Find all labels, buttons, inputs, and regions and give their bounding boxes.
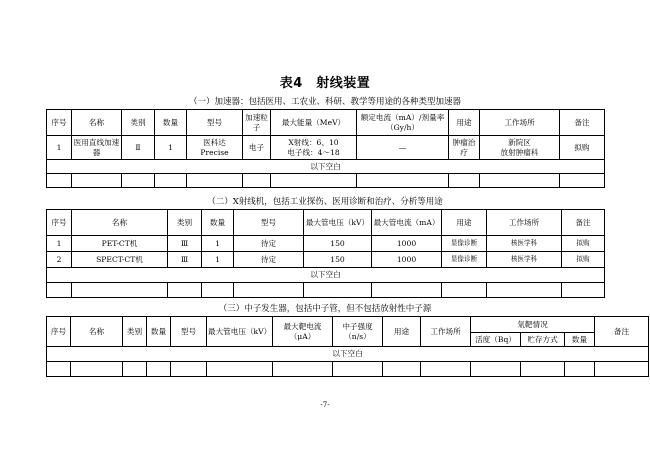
cell-category: Ⅱ: [122, 136, 155, 160]
header-cell: 工作场所: [480, 110, 560, 136]
cell-current: 1000: [372, 252, 442, 268]
cell-use: 肿瘤治疗: [449, 136, 480, 160]
header-cell: 类别: [123, 317, 147, 347]
accelerator-table: [46, 109, 605, 188]
cell-model: 待定: [234, 236, 304, 252]
header-cell: 工作场所: [421, 317, 471, 347]
cell-no: 1: [47, 136, 72, 160]
header-cell: 类别: [122, 110, 155, 136]
cell-category: Ⅲ: [168, 252, 202, 268]
header-cell: 中子强度（n/s）: [333, 317, 383, 347]
cell-site: 核医学科: [487, 236, 562, 252]
header-cell-tritium: 氚靶情况: [471, 317, 595, 333]
energy-xray: X射线：6、10: [288, 138, 339, 148]
blank-note: 以下空白: [47, 268, 605, 283]
cell-remark: 拟购: [560, 136, 605, 160]
cell-name: 医用直线加速器: [72, 136, 122, 160]
header-cell: 型号: [187, 110, 243, 136]
header-cell: 最大管电压（kV）: [304, 210, 372, 236]
blank-note-row: [47, 268, 605, 283]
cell-voltage: 150: [304, 252, 372, 268]
header-cell: 额定电流（mA）/剂量率（Gy/h）: [357, 110, 449, 136]
energy-electron: 电子线：4～18: [287, 147, 340, 157]
header-cell: 用途: [442, 210, 487, 236]
cell-current: 1000: [372, 236, 442, 252]
header-cell: 名称: [72, 110, 122, 136]
header-cell: 数量: [202, 210, 234, 236]
empty-row: [47, 362, 649, 377]
cell-remark: 拟购: [562, 252, 605, 268]
header-cell: 类别: [168, 210, 202, 236]
section-xray-heading: （二）X射线机，包括工业探伤、医用诊断和治疗、分析等用途: [207, 197, 443, 207]
empty-row: [47, 174, 605, 188]
section-accelerator-heading: （一）加速器：包括医用、工农业、科研、教学等用途的各种类型加速器: [188, 97, 461, 107]
table-header-row: [47, 317, 649, 333]
site-department: 放射肿瘤科: [500, 147, 539, 157]
table-row: [47, 136, 605, 160]
header-cell: 备注: [595, 317, 649, 347]
subheader-cell: 贮存方式: [521, 333, 565, 347]
cell-name: SPECT-CT机: [72, 252, 168, 268]
cell-no: 1: [47, 236, 72, 252]
cell-quantity: 1: [202, 252, 234, 268]
cell-category: Ⅲ: [168, 236, 202, 252]
header-cell: 名称: [72, 210, 168, 236]
blank-note-row: [47, 347, 649, 362]
header-cell: 加速粒子: [243, 110, 271, 136]
cell-model: 待定: [234, 252, 304, 268]
header-cell: 型号: [171, 317, 207, 347]
model-brand: 医科达: [203, 138, 226, 148]
table-header-row: [47, 210, 605, 236]
empty-row: [47, 283, 605, 298]
cell-quantity: 1: [155, 136, 187, 160]
section-neutron-heading: （三）中子发生器，包括中子管，但不包括放射性中子源: [218, 304, 432, 314]
header-cell: 数量: [147, 317, 171, 347]
cell-use: 显像诊断: [442, 236, 487, 252]
table-row: [47, 252, 605, 268]
header-cell: 用途: [449, 110, 480, 136]
subheader-cell: 活度（Bq）: [471, 333, 521, 347]
neutron-table: [46, 316, 649, 377]
header-cell: 名称: [71, 317, 123, 347]
header-cell: 数量: [155, 110, 187, 136]
header-cell: 序号: [47, 210, 72, 236]
subheader-cell: 数量: [565, 333, 595, 347]
blank-note: 以下空白: [47, 347, 649, 362]
site-campus: 新院区: [508, 138, 531, 148]
blank-note: 以下空白: [47, 160, 605, 174]
table-title: 表4 射线装置: [279, 76, 371, 91]
cell-use: 显像诊断: [442, 252, 487, 268]
header-cell: 最大靶电流（μA）: [273, 317, 333, 347]
header-cell: 用途: [383, 317, 421, 347]
page-number: -7-: [320, 401, 330, 409]
header-cell: 最大管电流（mA）: [372, 210, 442, 236]
header-cell: 序号: [47, 110, 72, 136]
header-cell: 备注: [560, 110, 605, 136]
cell-quantity: 1: [202, 236, 234, 252]
model-name: Precise: [200, 147, 229, 157]
header-cell: 工作场所: [487, 210, 562, 236]
cell-energy: [271, 136, 357, 160]
table-row: [47, 236, 605, 252]
cell-voltage: 150: [304, 236, 372, 252]
header-cell: 最大能量（MeV）: [271, 110, 357, 136]
xray-table: [46, 209, 605, 298]
header-cell: 最大管电压（kV）: [207, 317, 273, 347]
cell-particle: 电子: [243, 136, 271, 160]
cell-remark: 拟购: [562, 236, 605, 252]
cell-name: PET-CT机: [72, 236, 168, 252]
cell-current: —: [357, 136, 449, 160]
header-cell: 型号: [234, 210, 304, 236]
cell-site: 核医学科: [487, 252, 562, 268]
cell-site: [480, 136, 560, 160]
cell-model: [187, 136, 243, 160]
blank-note-row: [47, 160, 605, 174]
table-header-row: [47, 110, 605, 136]
header-cell: 序号: [47, 317, 71, 347]
header-cell: 备注: [562, 210, 605, 236]
cell-no: 2: [47, 252, 72, 268]
